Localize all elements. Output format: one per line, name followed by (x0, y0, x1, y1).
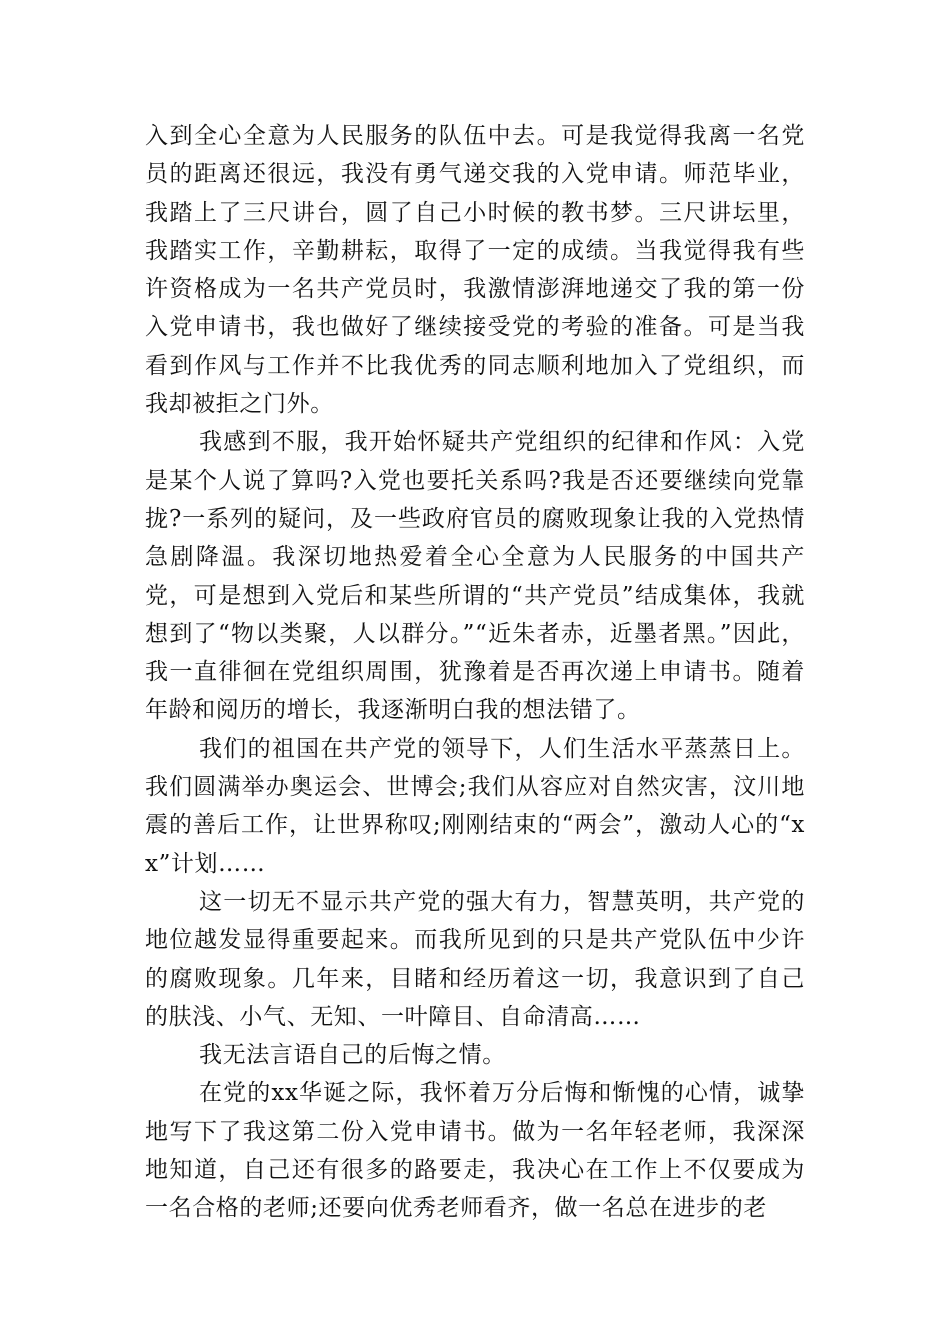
paragraph-6: 在党的xx华诞之际，我怀着万分后悔和惭愧的心情，诚挚地写下了我这第二份入党申请书。做为一名年轻老师，我深深地知道，自己还有很多的路要走，我决心在工作上不仅要成为一名合格的老师;还要向优秀老师看齐，做一名总在进步的老 (145, 1080, 805, 1222)
paragraph-5: 我无法言语自己的后悔之情。 (199, 1042, 506, 1069)
paragraph-2: 我感到不服，我开始怀疑共产党组织的纪律和作风：入党是某个人说了算吗?入党也要托关系吗?我是否还要继续向党靠拢?一系列的疑问，及一些政府官员的腐败现象让我的入党热情急剧降温。我深切地热爱着全心全意为人民服务的中国共产党，可是想到入党后和某些所谓的“共产党员”结成集体，我就想到了“物以类聚，人以群分。”“近朱者赤，近墨者黑。”因此，我一直徘徊在党组织周围，犹豫着是否再次递上申请书。随着年龄和阅历的增长，我逐渐明白我的想法错了。 (145, 429, 805, 724)
paragraph-3: 我们的祖国在共产党的领导下，人们生活水平蒸蒸日上。我们圆满举办奥运会、世博会;我们从容应对自然灾害，汶川地震的善后工作，让世界称叹;刚刚结束的“两会”，激动人心的“xx”计划…… (145, 735, 805, 877)
document-body (145, 117, 805, 1228)
paragraph-1: 入到全心全意为人民服务的队伍中去。可是我觉得我离一名党员的距离还很远，我没有勇气递交我的入党申请。师范毕业，我踏上了三尺讲台，圆了自己小时候的教书梦。三尺讲坛里，我踏实工作，辛勤耕耘，取得了一定的成绩。当我觉得我有些许资格成为一名共产党员时，我激情澎湃地递交了我的第一份入党申请书，我也做好了继续接受党的考验的准备。可是当我看到作风与工作并不比我优秀的同志顺利地加入了党组织，而我却被拒之门外。 (145, 123, 805, 418)
paragraph-4: 这一切无不显示共产党的强大有力，智慧英明，共产党的地位越发显得重要起来。而我所见到的只是共产党队伍中少许的腐败现象。几年来，目睹和经历着这一切，我意识到了自己的肤浅、小气、无知、一叶障目、自命清高…… (145, 888, 805, 1030)
